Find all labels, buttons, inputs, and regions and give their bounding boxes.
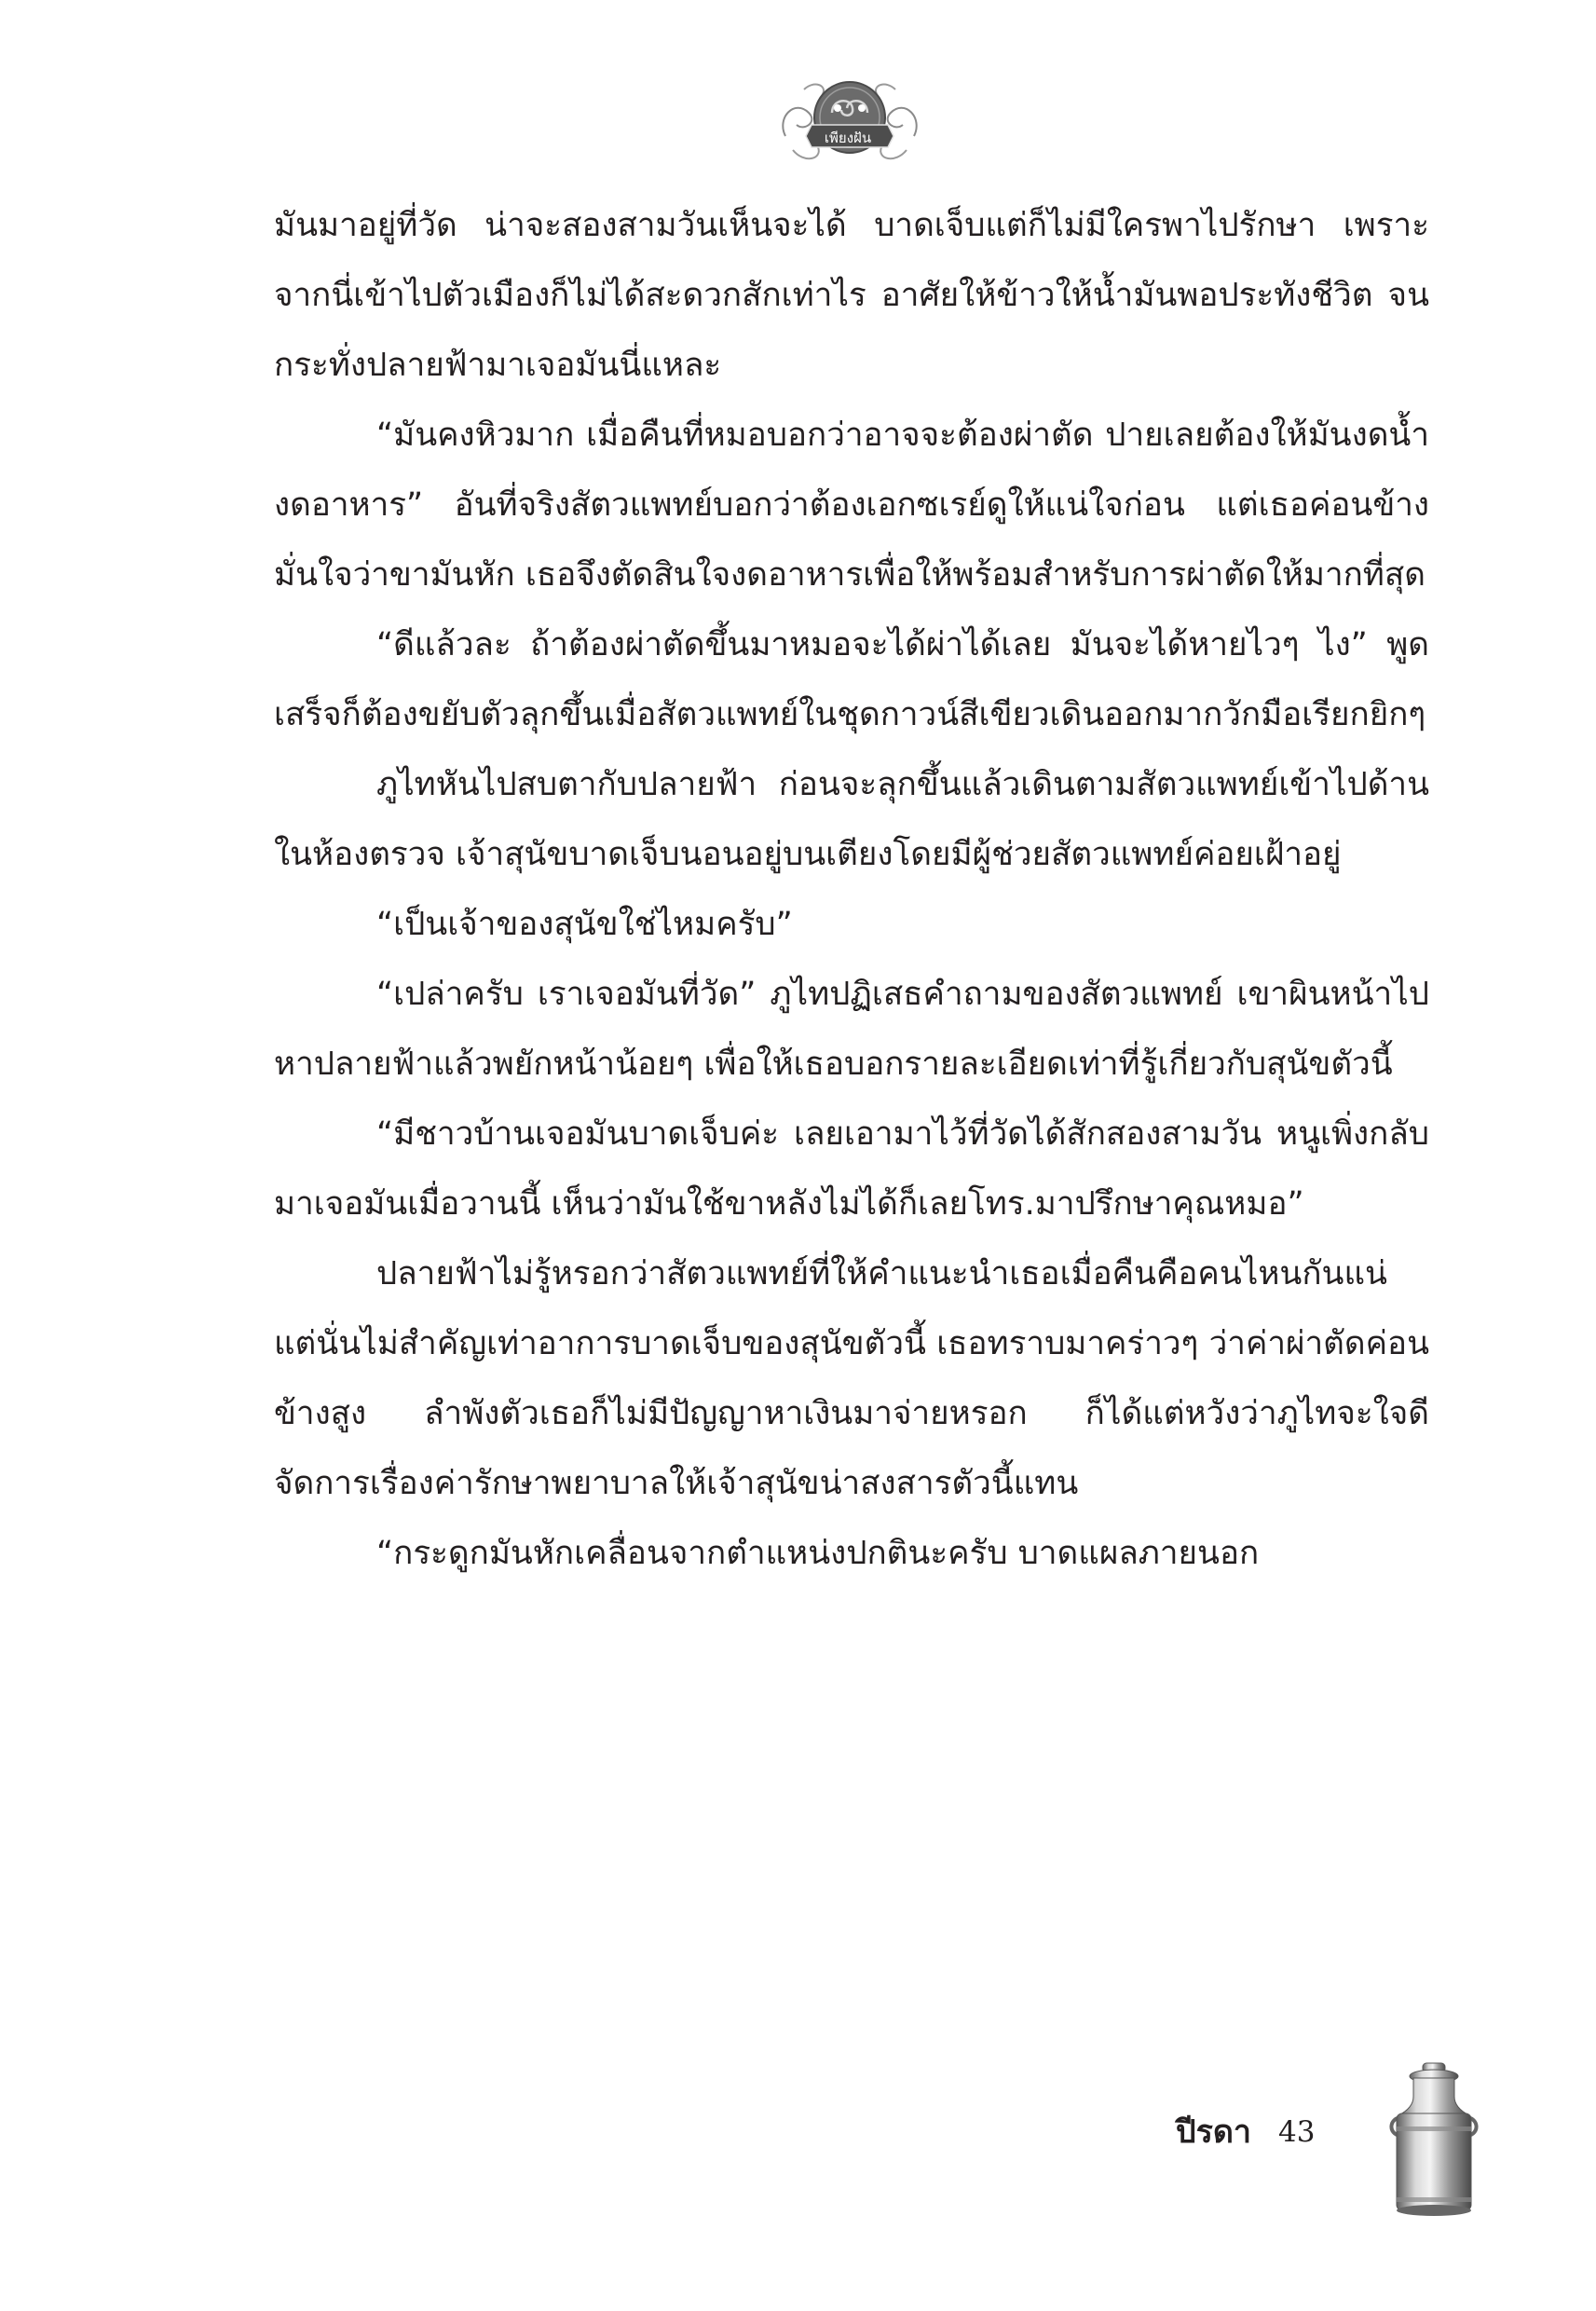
milk-can-icon [1385,2061,1482,2218]
emblem-text: เพียงฝัน [824,130,872,146]
body-text [274,191,1429,1589]
book-title: ปีรดา [1176,2113,1252,2151]
paragraph: ปลายฟ้าไม่รู้หรอกว่าสัตวแพทย์ที่ให้คำแนะนำเธอเมื่อคืนคือคนไหนกันแน่ แต่นั่นไม่สำคัญเท่าอาการบาดเจ็บของสุนัขตัวนี้ เธอทราบมาคร่าวๆ ว่าค่าผ่าตัดค่อนข้างสูง ลำพังตัวเธอก็ไม่มีปัญญาหาเงินมาจ่ายหรอก ก็ได้แต่หวังว่าภูไทจะใจดีจัดการเรื่องค่ารักษาพยาบาลให้เจ้าสุนัขน่าสงสารตัวนี้แทน [274,1255,1429,1502]
paragraph: “กระดูกมันหักเคลื่อนจากตำแหน่งปกตินะครับ บาดแผลภายนอก [376,1535,1260,1572]
paragraph: “เป็นเจ้าของสุนัขใช่ไหมครับ” [376,906,793,943]
ornament-emblem-icon [776,71,923,173]
paragraph: “ดีแล้วละ ถ้าต้องผ่าตัดขึ้นมาหมอจะได้ผ่าได้เลย มันจะได้หายไวๆ ไง” พูดเสร็จก็ต้องขยับตัวลุกขึ้นเมื่อสัตวแพทย์ในชุดกาวน์สีเขียวเดินออกมากวักมือเรียกยิกๆ [274,626,1429,733]
paragraph: มันมาอยู่ที่วัด น่าจะสองสามวันเห็นจะได้ บาดเจ็บแต่ก็ไม่มีใครพาไปรักษา เพราะจากนี่เข้าไปตัวเมืองก็ไม่ได้สะดวกสักเท่าไร อาศัยให้ข้าวให้น้ำมันพอประทังชีวิต จนกระทั่งปลายฟ้ามาเจอมันนี่แหละ [274,207,1429,384]
page-number: 43 [1278,2115,1316,2149]
paragraph: “มีชาวบ้านเจอมันบาดเจ็บค่ะ เลยเอามาไว้ที่วัดได้สักสองสามวัน หนูเพิ่งกลับมาเจอมันเมื่อวานนี้ เห็นว่ามันใช้ขาหลังไม่ได้ก็เลยโทร.มาปรึกษาคุณหมอ” [274,1115,1429,1223]
paragraph: “มันคงหิวมาก เมื่อคืนที่หมอบอกว่าอาจจะต้องผ่าตัด ปายเลยต้องให้มันงดน้ำงดอาหาร” อันที่จริงสัตวแพทย์บอกว่าต้องเอกซเรย์ดูให้แน่ใจก่อน แต่เธอค่อนข้างมั่นใจว่าขามันหัก เธอจึงตัดสินใจงดอาหารเพื่อให้พร้อมสำหรับการผ่าตัดให้มากที่สุด [274,417,1429,594]
paragraph: ภูไทหันไปสบตากับปลายฟ้า ก่อนจะลุกขึ้นแล้วเดินตามสัตวแพทย์เข้าไปด้านในห้องตรวจ เจ้าสุนัขบาดเจ็บนอนอยู่บนเตียงโดยมีผู้ช่วยสัตวแพทย์ค่อยเฝ้าอยู่ [274,766,1429,873]
paragraph: “เปล่าครับ เราเจอมันที่วัด” ภูไทปฏิเสธคำถามของสัตวแพทย์ เขาผินหน้าไปหาปลายฟ้าแล้วพยักหน้าน้อยๆ เพื่อให้เธอบอกรายละเอียดเท่าที่รู้เกี่ยวกับสุนัขตัวนี้ [274,976,1429,1083]
